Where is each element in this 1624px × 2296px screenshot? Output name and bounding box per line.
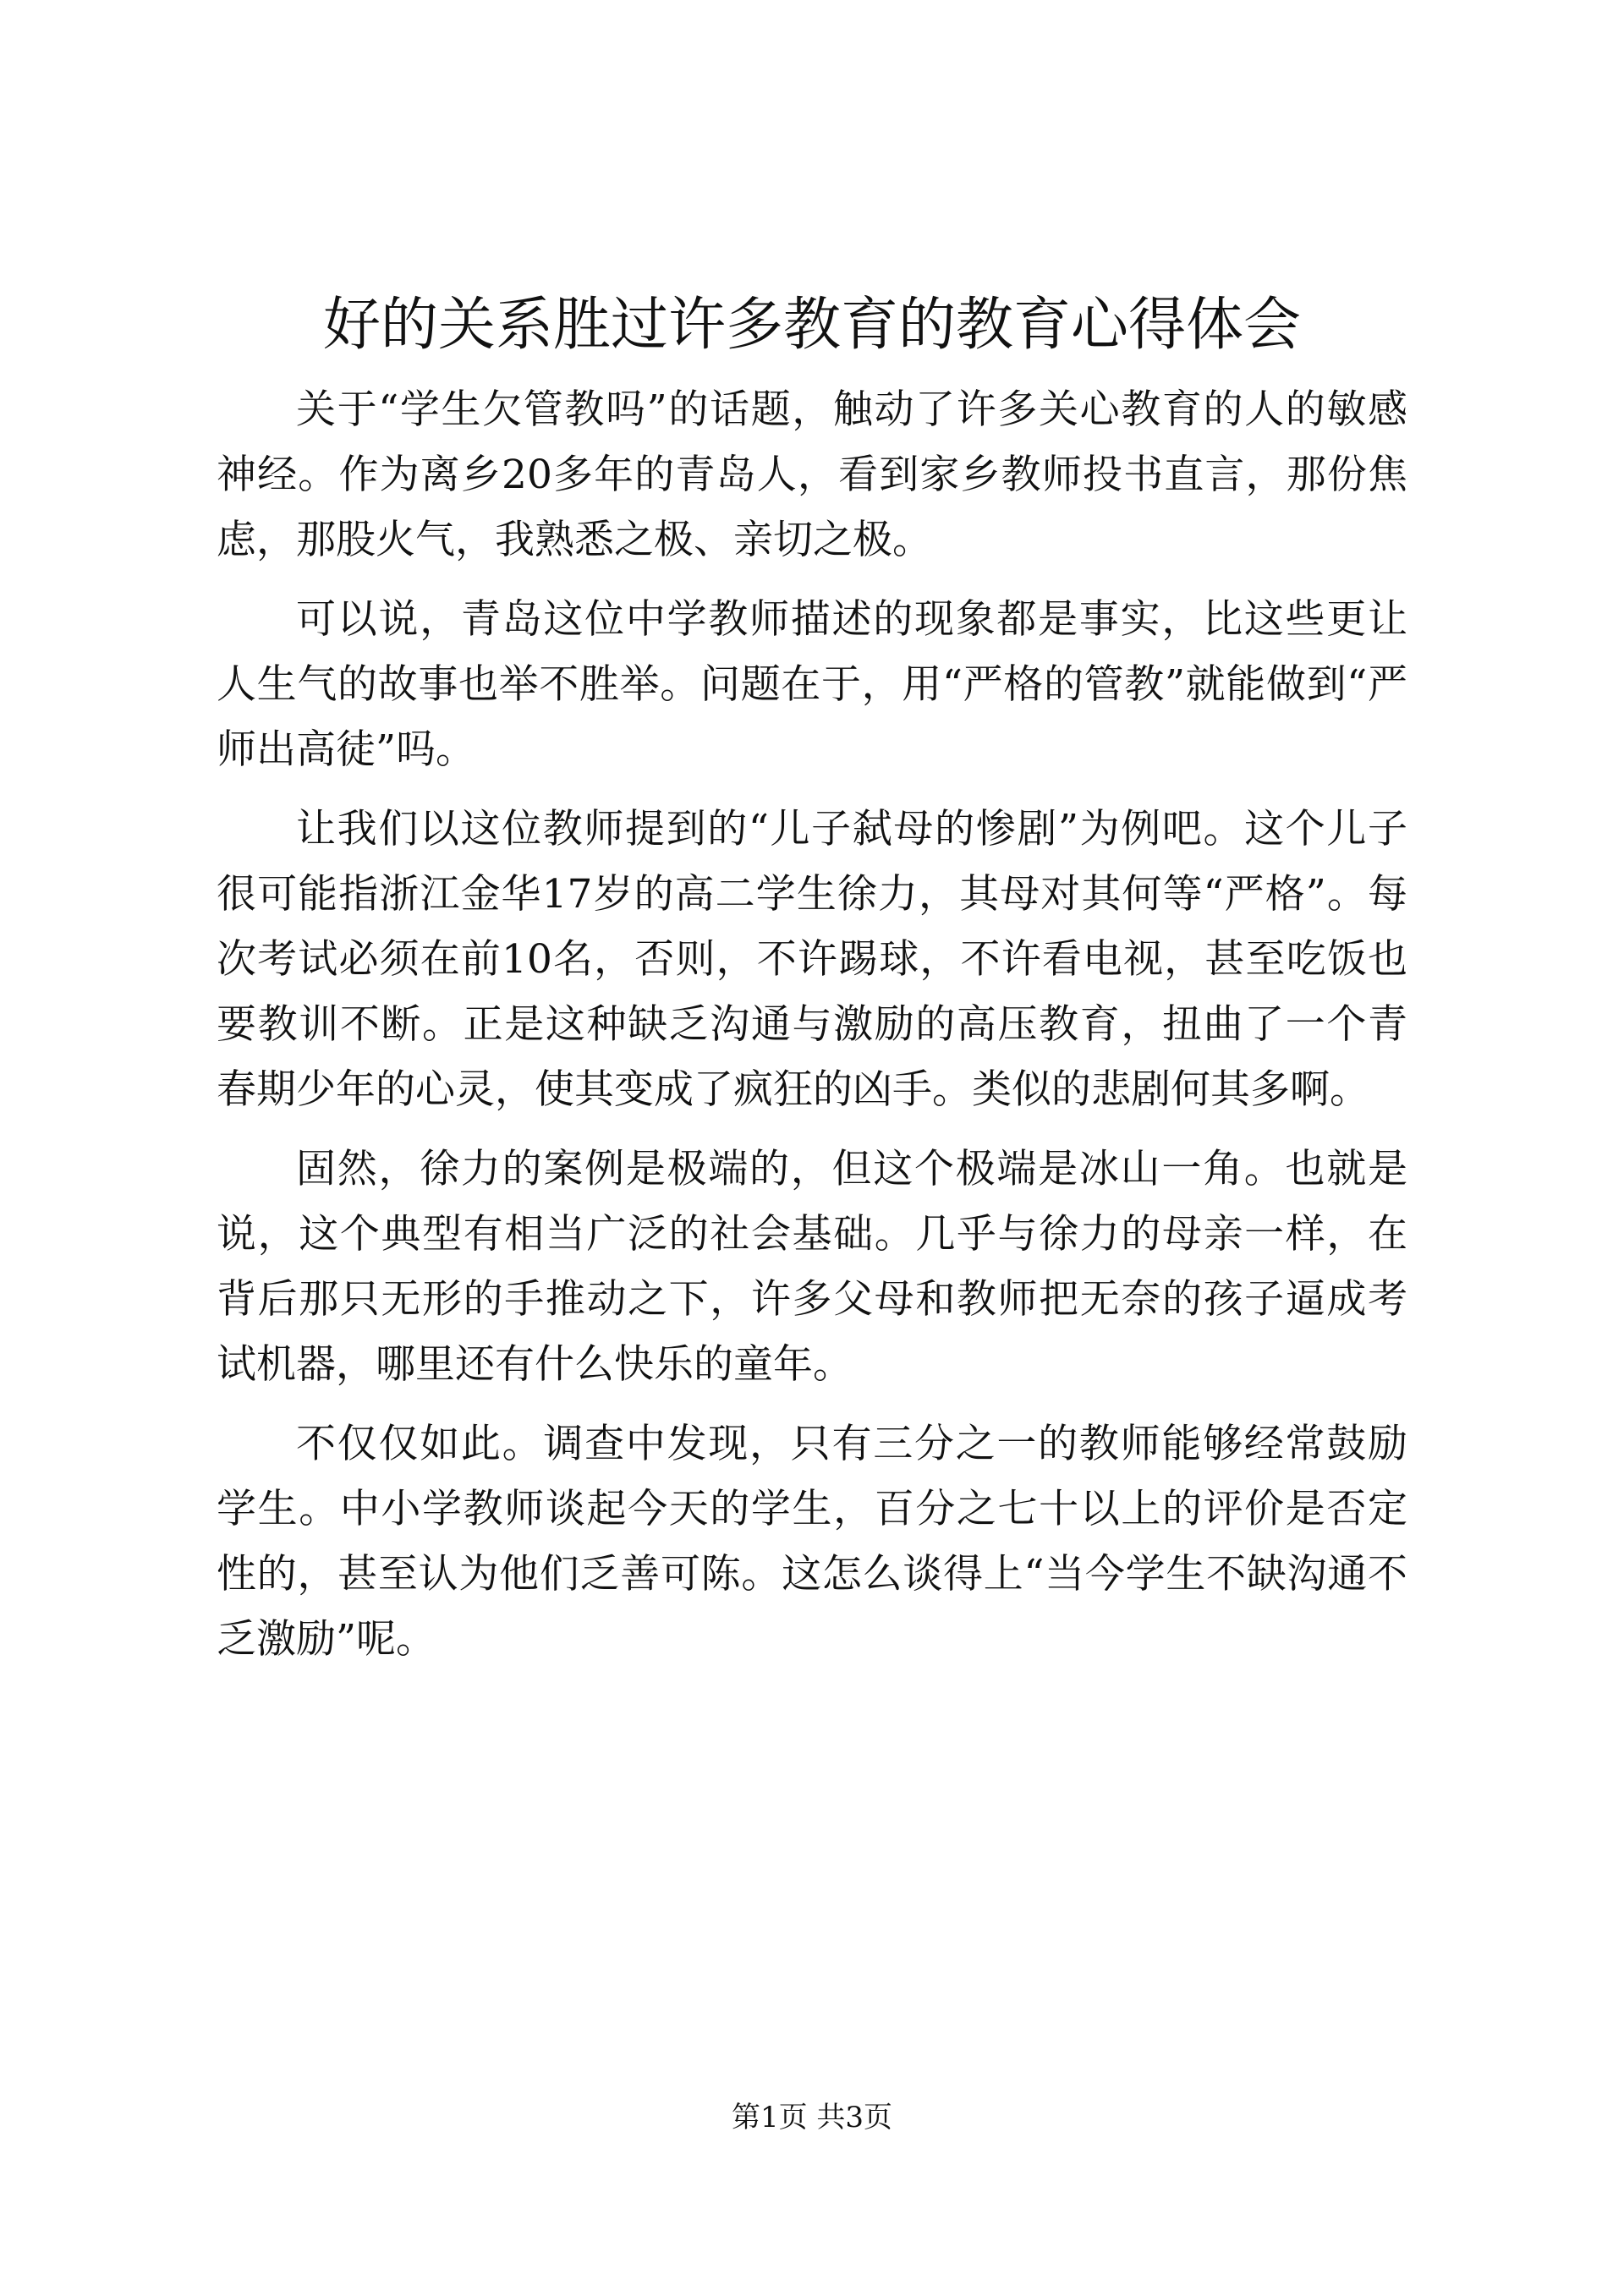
paragraph-2: 可以说，青岛这位中学教师描述的现象都是事实，比这些更让人生气的故事也举不胜举。问题在于，用“严格的管教”就能做到“严师出高徒”吗。: [217, 596, 1407, 773]
page-number-footer: 第1页 共3页: [731, 2101, 893, 2134]
document-body: [217, 377, 1407, 1686]
paragraph-3: 让我们以这位教师提到的“儿子弑母的惨剧”为例吧。这个儿子很可能指浙江金华17岁的高二学生徐力，其母对其何等“严格”。每次考试必须在前10名，否则，不许踢球，不许看电视，甚至吃饭也要教训不断。正是这种缺乏沟通与激励的高压教育，扭曲了一个青春期少年的心灵，使其变成了疯狂的凶手。类似的悲剧何其多啊。: [217, 806, 1407, 1113]
document-title: 好的关系胜过许多教育的教育心得体会: [322, 292, 1301, 359]
paragraph-5: 不仅仅如此。调查中发现，只有三分之一的教师能够经常鼓励学生。中小学教师谈起今天的学生，百分之七十以上的评价是否定性的，甚至认为他们乏善可陈。这怎么谈得上“当今学生不缺沟通不乏激励”呢。: [217, 1421, 1407, 1663]
paragraph-1: 关于“学生欠管教吗”的话题，触动了许多关心教育的人的敏感神经。作为离乡20多年的青岛人，看到家乡教师投书直言，那份焦虑，那股火气，我熟悉之极、亲切之极。: [217, 386, 1407, 563]
paragraph-4: 固然，徐力的案例是极端的，但这个极端是冰山一角。也就是说，这个典型有相当广泛的社会基础。几乎与徐力的母亲一样，在背后那只无形的手推动之下，许多父母和教师把无奈的孩子逼成考试机器，哪里还有什么快乐的童年。: [217, 1146, 1407, 1388]
